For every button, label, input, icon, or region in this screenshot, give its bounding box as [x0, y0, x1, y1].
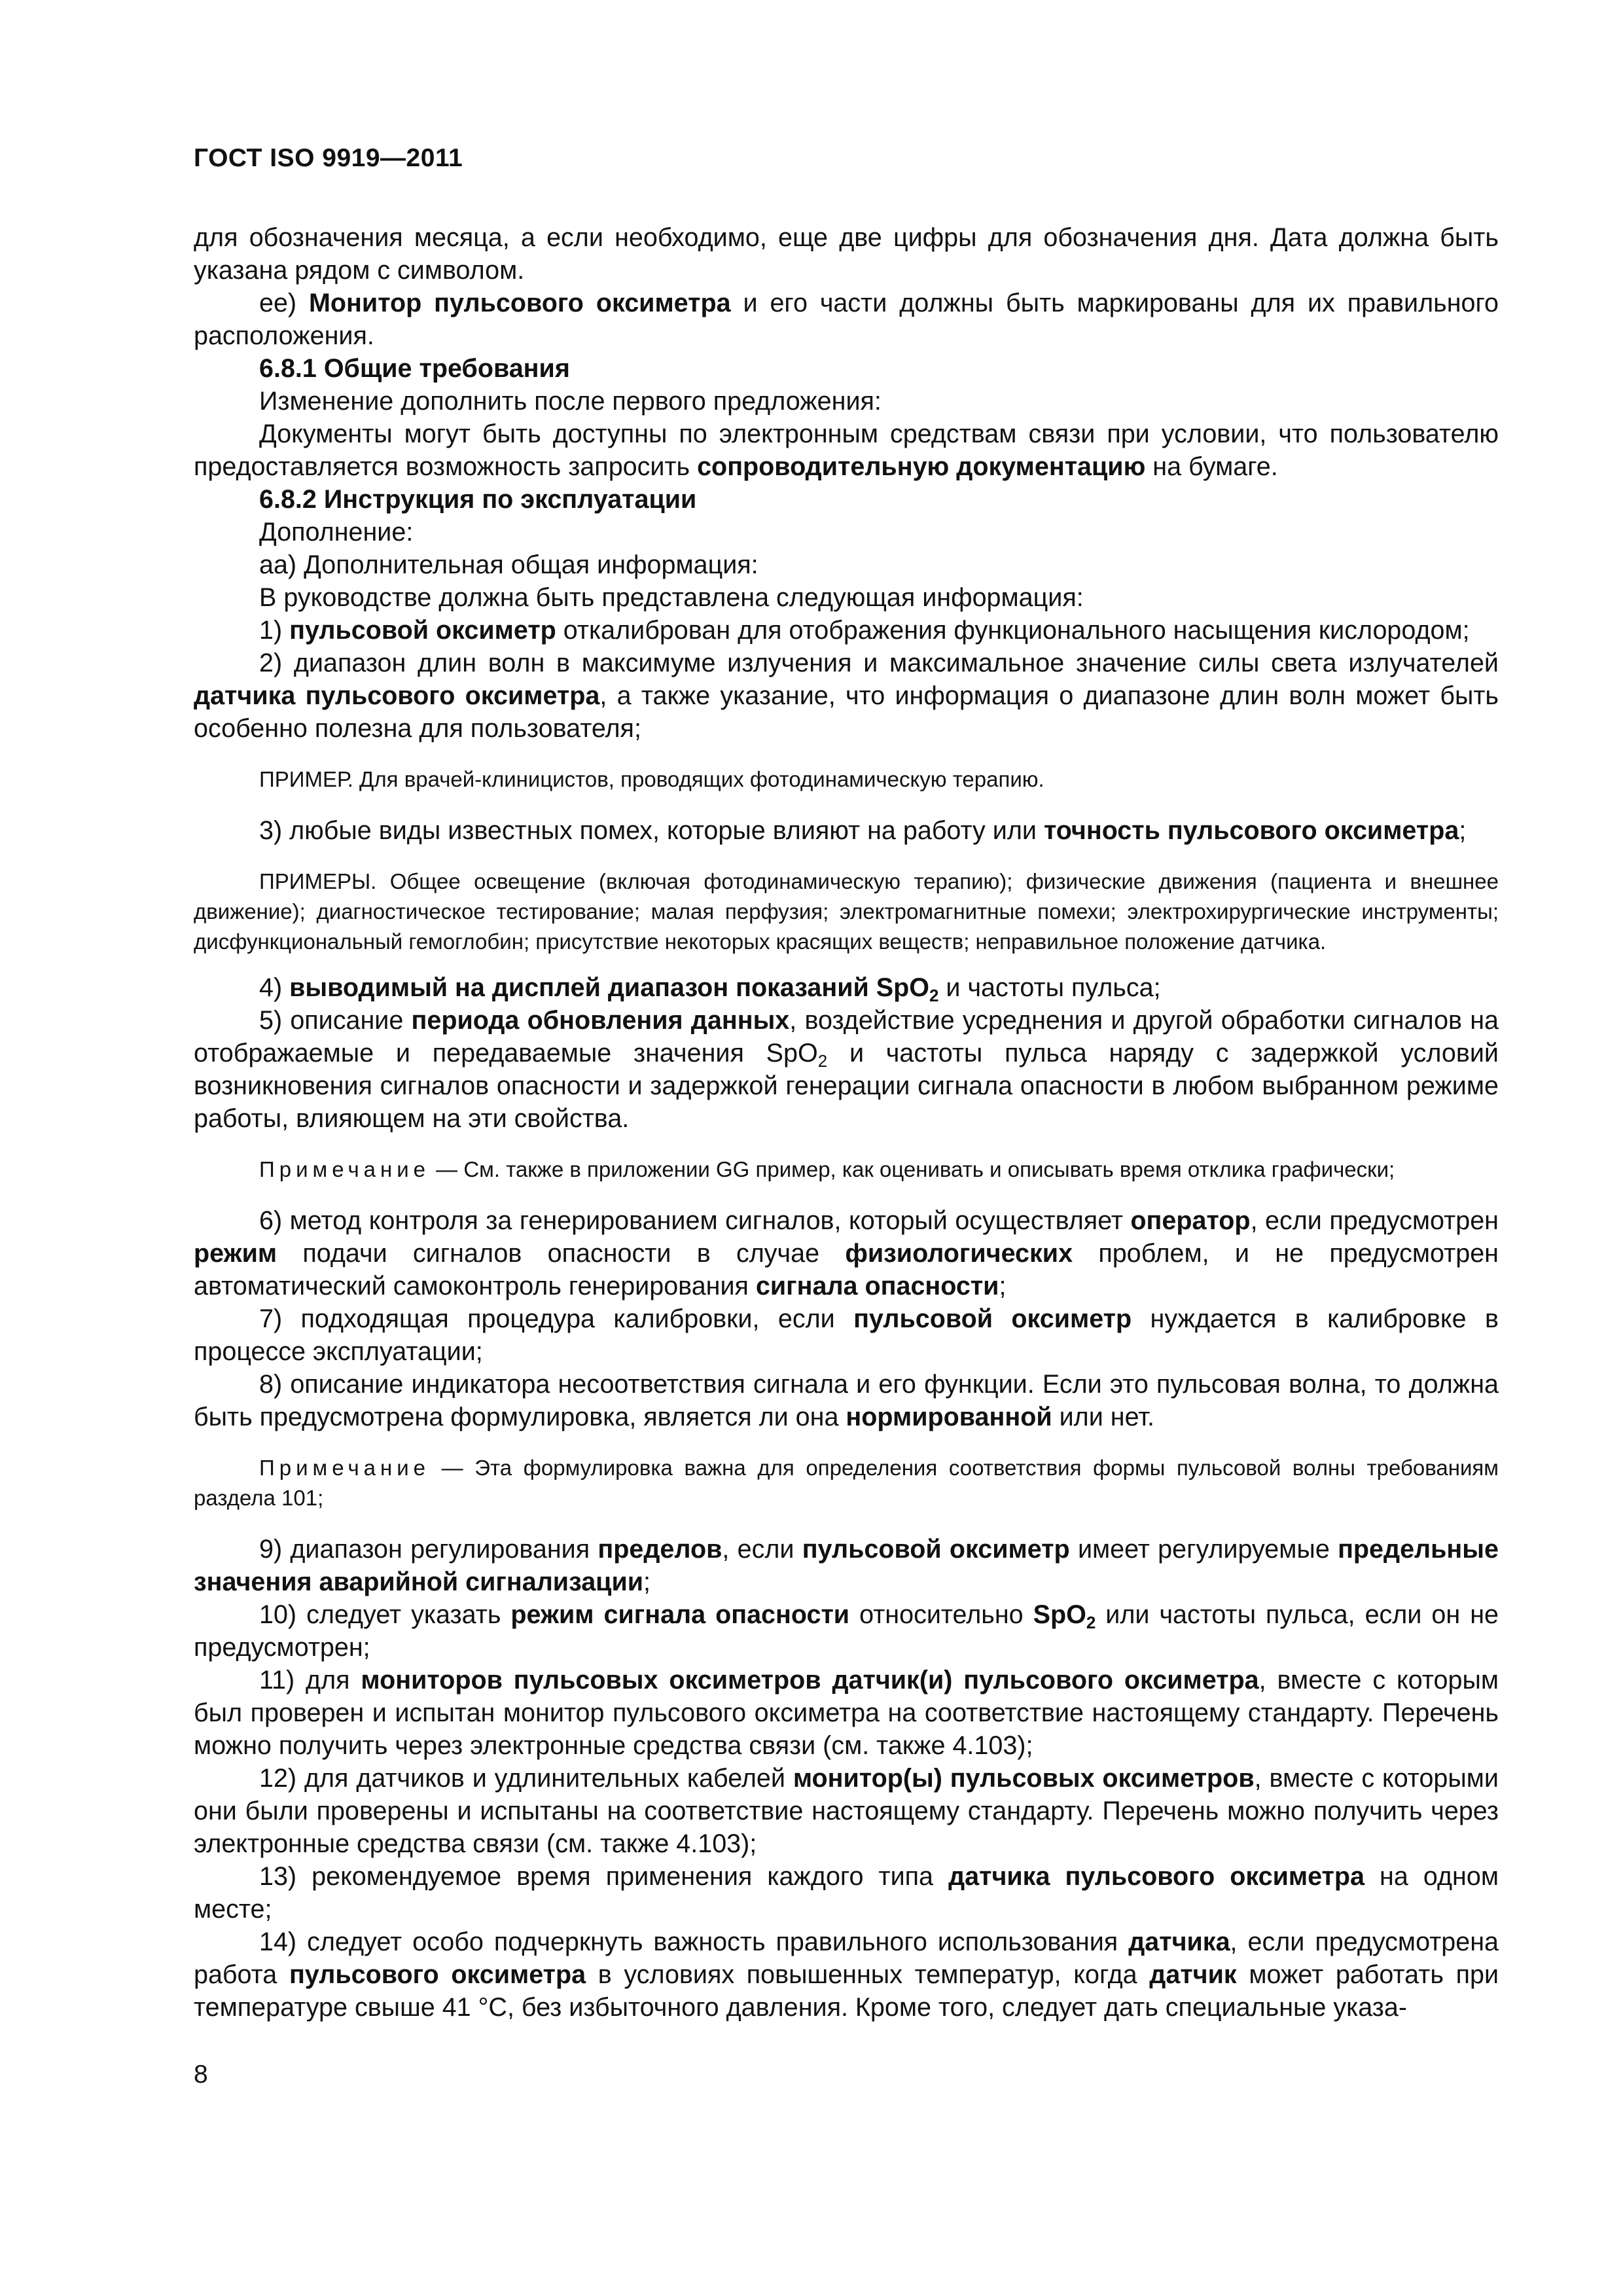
list-item-11: 11) для мониторов пульсовых оксиметров датчик(и) пульсового оксиметра, вместе с которым был проверен и испытан монитор пульсового оксиметра на соответствие настоящему стандарту. Перечень можно получить через электронные средства связи (см. также 4.103);: [194, 1666, 1499, 1760]
list-item-2: 2) диапазон длин волн в максимуме излучения и максимальное значение силы света излучателей датчика пульсового оксиметра, а также указание, что информация о диапазоне длин волн может быть особенно полезна для пользователя;: [194, 649, 1499, 743]
page-number: 8: [194, 2060, 208, 2089]
list-item-1: 1) пульсовой оксиметр откалиброван для отображения функционального насыщения кислородом;: [259, 616, 1470, 645]
section-heading-6-8-2: 6.8.2 Инструкция по эксплуатации: [259, 485, 697, 514]
note-2: Примечание — Эта формулировка важна для определения соответствия формы пульсовой волны требованиям раздела 101;: [194, 1456, 1499, 1510]
paragraph-amendment: Изменение дополнить после первого предложения:: [259, 387, 882, 416]
list-item-9: 9) диапазон регулирования пределов, если пульсовой оксиметр имеет регулируемые предельные значения аварийной сигнализации;: [194, 1535, 1499, 1596]
paragraph-aa: аа) Дополнительная общая информация:: [259, 550, 758, 579]
list-item-7: 7) подходящая процедура калибровки, если пульсовой оксиметр нуждается в калибровке в процессе эксплуатации;: [194, 1304, 1499, 1366]
section-heading-6-8-1: 6.8.1 Общие требования: [259, 354, 570, 383]
list-item-4: 4) выводимый на дисплей диапазон показаний SpO$_2$ и частоты пульса;: [259, 973, 1161, 1005]
example-1: ПРИМЕР. Для врачей-клиницистов, проводящих фотодинамическую терапию.: [259, 767, 1044, 791]
paragraph-manual-info: В руководстве должна быть представлена следующая информация:: [259, 583, 1084, 612]
list-item-3: 3) любые виды известных помех, которые влияют на работу или точность пульсового оксиметра;: [259, 816, 1467, 845]
document-header: ГОСТ ISO 9919—2011: [194, 144, 463, 172]
note-1: Примечание — См. также в приложении GG пример, как оценивать и описывать время отклика графически;: [259, 1157, 1395, 1181]
document-body: [194, 221, 1499, 2024]
document-page: [194, 0, 1499, 2296]
list-item-14: 14) следует особо подчеркнуть важность правильного использования датчика, если предусмотрена работа пульсового оксиметра в условиях повышенных температур, когда датчик может работать при температуре свыше 41 °С, без избыточного давления. Кроме того, следует дать специальные указа-: [194, 1928, 1499, 2022]
examples-2: ПРИМЕРЫ. Общее освещение (включая фотодинамическую терапию); физические движения (пациента и внешнее движение); диагностическое тестирование; малая перфузия; электромагнитные помехи; электрохирургические инструменты; дисфункциональный гемоглобин; присутствие некоторых красящих веществ; неправильное положение датчика.: [194, 869, 1499, 954]
paragraph-continuation: для обозначения месяца, а если необходимо, еще две цифры для обозначения дня. Дата должна быть указана рядом с символом.: [194, 223, 1499, 285]
paragraph-ee: ее) Монитор пульсового оксиметра и его части должны быть маркированы для их правильного расположения.: [194, 289, 1499, 350]
paragraph-addition: Дополнение:: [259, 518, 414, 547]
list-item-8: 8) описание индикатора несоответствия сигнала и его функции. Если это пульсовая волна, то должна быть предусмотрена формулировка, является ли она нормированной или нет.: [194, 1370, 1499, 1431]
list-item-12: 12) для датчиков и удлинительных кабелей монитор(ы) пульсовых оксиметров, вместе с которыми они были проверены и испытаны на соответствие настоящему стандарту. Перечень можно получить через электронные средства связи (см. также 4.103);: [194, 1764, 1499, 1858]
list-item-6: 6) метод контроля за генерированием сигналов, который осуществляет оператор, если предусмотрен режим подачи сигналов опасности в случае физиологических проблем, и не предусмотрен автоматический самоконтроль генерирования сигнала опасности;: [194, 1206, 1499, 1300]
list-item-10: 10) следует указать режим сигнала опасности относительно SpO$_2$ или частоты пульса, если он не предусмотрен;: [194, 1600, 1499, 1662]
paragraph-documents: Документы могут быть доступны по электронным средствам связи при условии, что пользователю предоставляется возможность запросить сопроводительную документацию на бумаге.: [194, 420, 1499, 481]
list-item-13: 13) рекомендуемое время применения каждого типа датчика пульсового оксиметра на одном месте;: [194, 1862, 1499, 1924]
list-item-5: 5) описание периода обновления данных, воздействие усреднения и другой обработки сигналов на отображаемые и передаваемые значения SpO$_2$ и частоты пульса наряду с задержкой условий возникновения сигналов опасности и задержкой генерации сигнала опасности в любом выбранном режиме работы, влияющем на эти свойства.: [194, 1006, 1499, 1133]
